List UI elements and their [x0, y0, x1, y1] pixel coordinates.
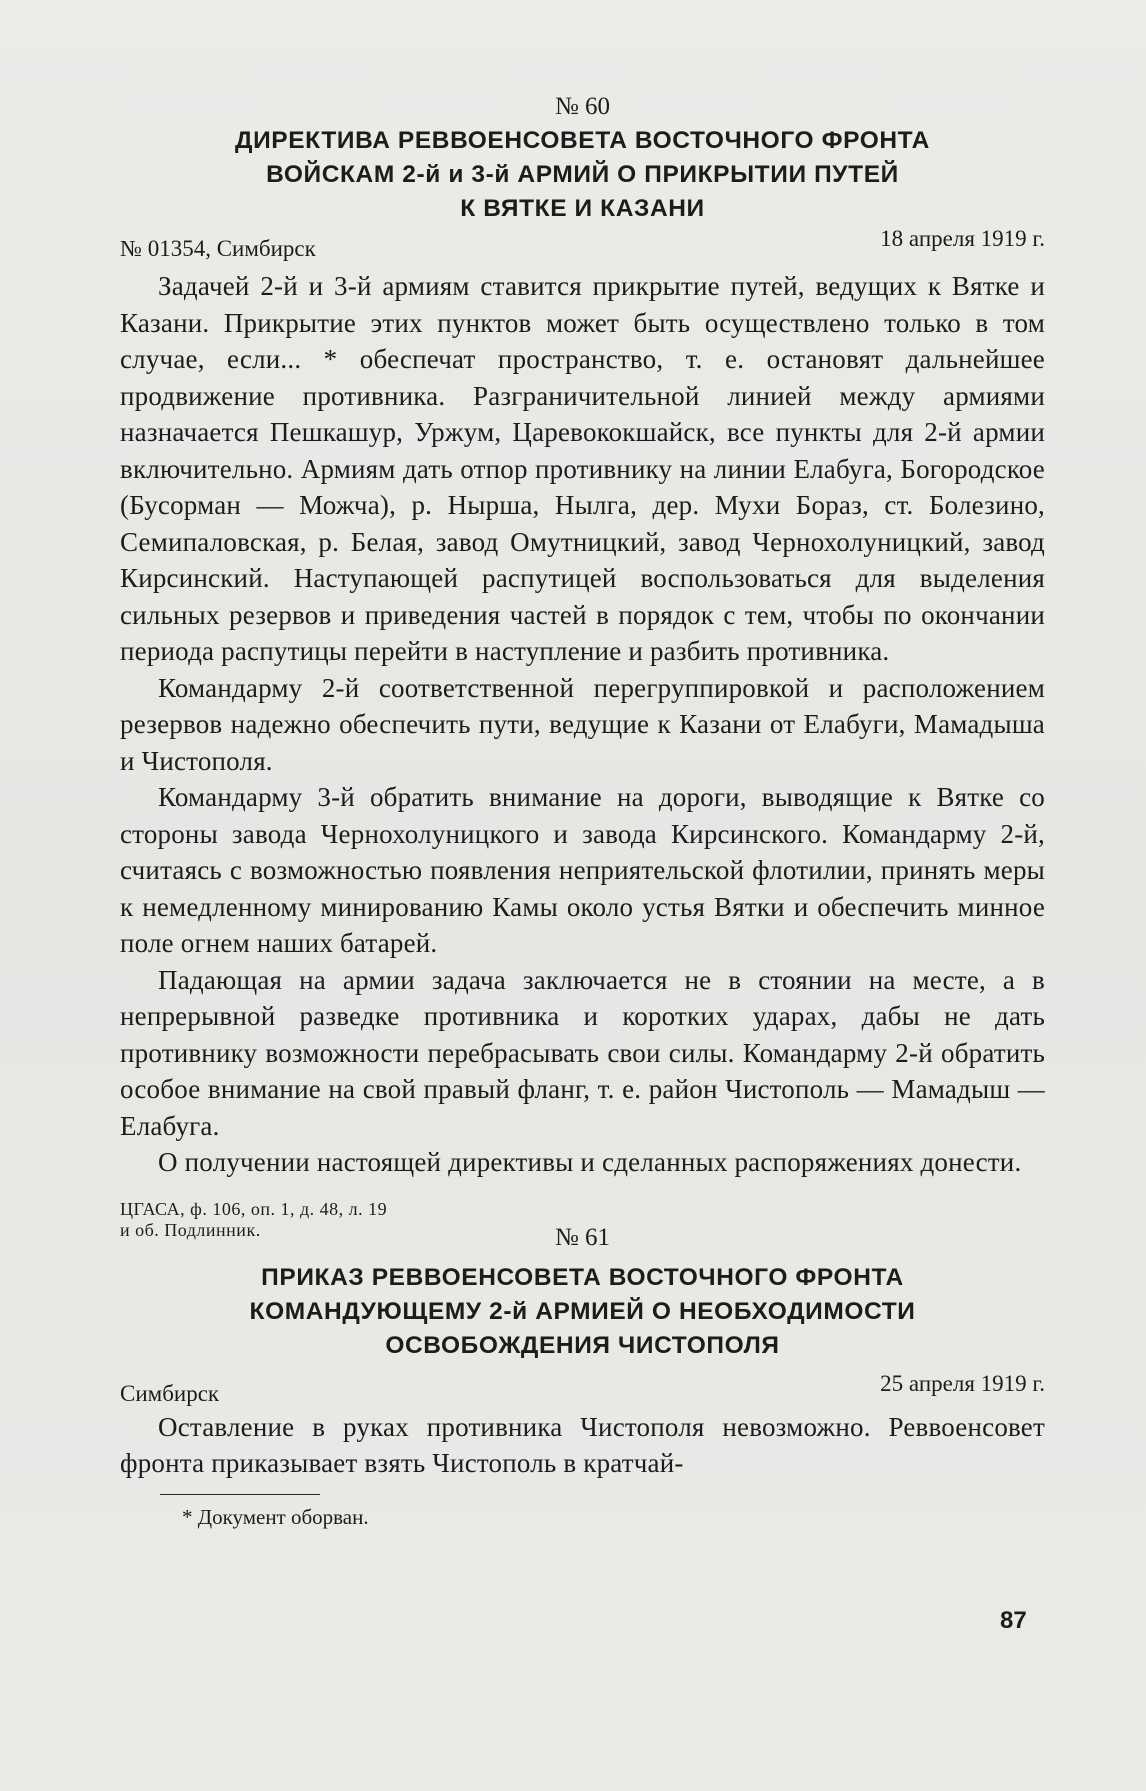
doc60-meta [120, 226, 1045, 261]
doc61-title-line-2: КОМАНДУЮЩЕМУ 2-й АРМИЕЙ О НЕОБХОДИМОСТИ [249, 1297, 916, 1325]
doc60-source-line-2: и об. Подлинник. [120, 1219, 261, 1240]
doc60-number: № 60 [554, 93, 611, 120]
doc60-paragraph-2: Командарму 2-й соответственной перегруппировкой и расположением резервов надежно обеспечить пути, ведущие к Казани от Елабуги, Мамадыша и Чистополя. [120, 672, 1045, 776]
doc61-title-line-1: ПРИКАЗ РЕВВОЕНСОВЕТА ВОСТОЧНОГО ФРОНТА [261, 1263, 904, 1291]
doc61-paragraph-1: Оставление в руках противника Чистополя невозможно. Реввоенсовет фронта приказывает взять Чистополь в кратчай- [120, 1411, 1045, 1478]
doc60-paragraph-3: Командарму 3-й обратить внимание на дороги, выводящие к Вятке со стороны завода Чернохолуницкого и завода Кирсинского. Командарму 2-й, считаясь с возможностью появления неприятельской флотилии, принять меры к немедленному минированию Камы около устья Вятки и обеспечить минное поле огнем наших батарей. [120, 782, 1045, 958]
doc60-title-line-3: К ВЯТКЕ И КАЗАНИ [460, 195, 705, 222]
doc61-number: № 61 [554, 1223, 611, 1251]
doc60-source-line-1: ЦГАСА, ф. 106, оп. 1, д. 48, л. 19 [120, 1198, 388, 1219]
doc61-meta [120, 1363, 1045, 1405]
document-body [120, 92, 1045, 1530]
footnote-divider [160, 1494, 320, 1495]
doc60-date: 18 апреля 1919 г. [880, 226, 1045, 251]
footnote: * Документ оборван. [182, 1504, 369, 1529]
doc61-title-line-3: ОСВОБОЖДЕНИЯ ЧИСТОПОЛЯ [385, 1331, 780, 1359]
doc60-title-line-2: ВОЙСКАМ 2-й и 3-й АРМИЙ О ПРИКРЫТИИ ПУТЕЙ [266, 161, 899, 188]
page-number: 87 [1000, 1607, 1027, 1634]
doc60-paragraph-4: Падающая на армии задача заключается не в стоянии на месте, а в непрерывной разведке противника и коротких ударах, дабы не дать противнику возможности перебрасывать свои силы. Командарму 2-й обратить особое внимание на свой правый фланг, т. е. район Чистополь — Мамадыш — Елабуга. [120, 964, 1045, 1141]
doc61-ref: Симбирск [120, 1380, 220, 1406]
doc60-title-line-1: ДИРЕКТИВА РЕВВОЕНСОВЕТА ВОСТОЧНОГО ФРОНТА [235, 127, 930, 154]
doc60-ref: № 01354, Симбирск [120, 236, 316, 261]
doc61-date: 25 апреля 1919 г. [880, 1370, 1045, 1396]
doc60-paragraph-5: О получении настоящей директивы и сделанных распоряжениях донести. [158, 1147, 1022, 1177]
doc60-paragraph-1: Задачей 2-й и 3-й армиям ставится прикрытие путей, ведущих к Вятке и Казани. Прикрытие этих пунктов может быть осуществлено только в том случае, если... * обеспечат пространство, т. е. остановят дальнейшее продвижение противника. Разграничительной линией между армиями назначается Пешкашур, Уржум, Царевококшайск, все пункты для 2-й армии включительно. Армиям дать отпор противнику на линии Елабуга, Богородское (Бусорман — Можча), р. Нырша, Нылга, дер. Мухи Бораз, ст. Болезино, Семипаловская, р. Белая, завод Омутницкий, завод Чернохолуницкий, завод Кирсинский. Наступающей распутицей воспользоваться для выделения сильных резервов и приведения частей в порядок с тем, чтобы по окончании периода распутицы перейти в наступление и разбить противника. [120, 271, 1045, 666]
